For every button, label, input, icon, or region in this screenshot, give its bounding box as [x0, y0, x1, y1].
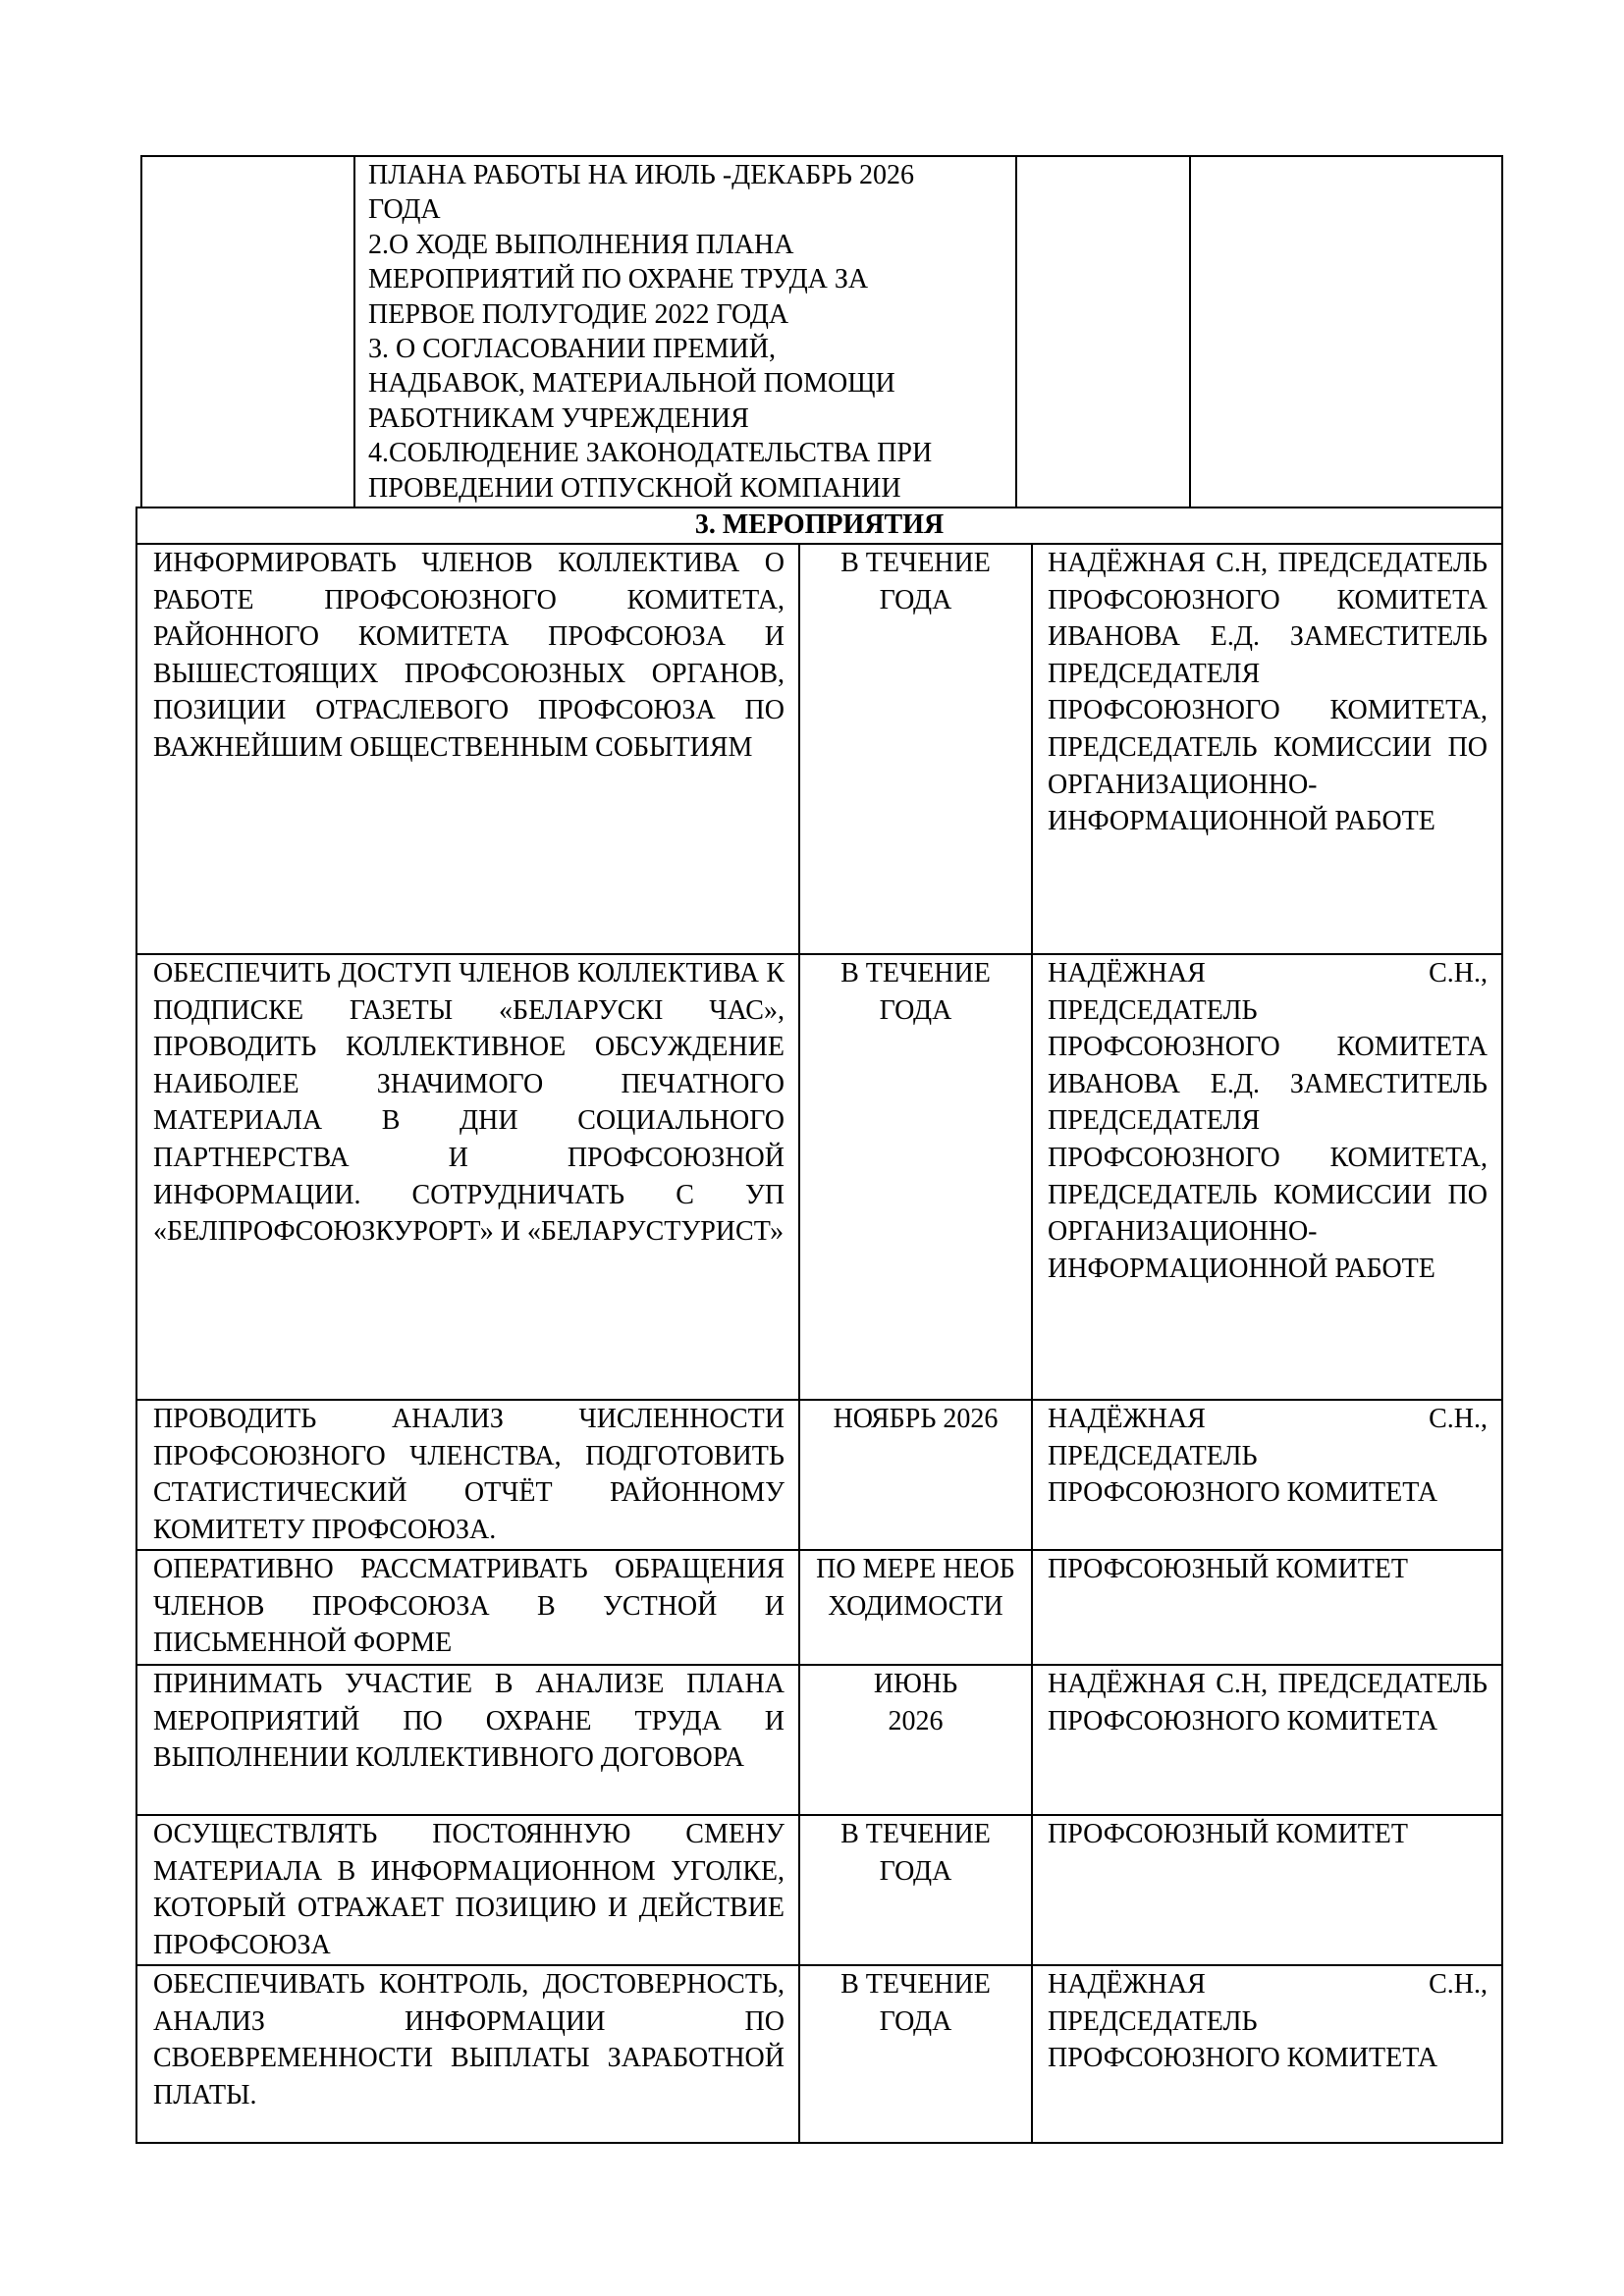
agenda-continuation-table — [140, 155, 1503, 508]
agenda-line: ПЕРВОЕ ПОЛУГОДИЕ 2022 ГОДА — [368, 298, 789, 330]
agenda-line: ПРОВЕДЕНИИ ОТПУСКНОЙ КОМПАНИИ — [368, 472, 901, 504]
agenda-cell — [354, 156, 1016, 507]
activity-cell: ИНФОРМИРОВАТЬ ЧЛЕНОВ КОЛЛЕКТИВА О РАБОТЕ ПРОФСОЮЗНОГО КОМИТЕТА, РАЙОННОГО КОМИТЕТА ПРОФСОЮЗА И ВЫШЕСТОЯЩИХ ПРОФСОЮЗНЫХ ОРГАНОВ, ПОЗИЦИИ ОТРАСЛЕВОГО ПРОФСОЮЗА ПО ВАЖНЕЙШИМ ОБЩЕСТВЕННЫМ СОБЫТИЯМ — [136, 544, 799, 954]
agenda-empty-cell-left — [141, 156, 354, 507]
responsible-cell: НАДЁЖНАЯ С.Н, ПРЕДСЕДАТЕЛЬ ПРОФСОЮЗНОГО КОМИТЕТА ИВАНОВА Е.Д. ЗАМЕСТИТЕЛЬ ПРЕДСЕДАТЕЛЯ ПРОФСОЮЗНОГО КОМИТЕТА, ПРЕДСЕДАТЕЛЬ КОМИССИИ ПО ОРГАНИЗАЦИОННО-ИНФОРМАЦИОННОЙ РАБОТЕ — [1032, 544, 1502, 954]
activity-cell: ОПЕРАТИВНО РАССМАТРИВАТЬ ОБРАЩЕНИЯ ЧЛЕНОВ ПРОФСОЮЗА В УСТНОЙ И ПИСЬМЕННОЙ ФОРМЕ — [136, 1550, 799, 1665]
events-table — [135, 507, 1503, 2144]
section-title: 3. МЕРОПРИЯТИЯ — [136, 507, 1502, 544]
term-cell: В ТЕЧЕНИЕ ГОДА — [799, 954, 1032, 1400]
responsible-cell: ПРОФСОЮЗНЫЙ КОМИТЕТ — [1032, 1550, 1502, 1665]
agenda-line: 3. О СОГЛАСОВАНИИ ПРЕМИЙ, — [368, 334, 776, 365]
responsible-cell: НАДЁЖНАЯ С.Н., ПРЕДСЕДАТЕЛЬ ПРОФСОЮЗНОГО КОМИТЕТА — [1032, 1965, 1502, 2143]
agenda-line: РАБОТНИКАМ УЧРЕЖДЕНИЯ — [368, 402, 749, 434]
table-row — [136, 1400, 1502, 1550]
table-row — [136, 1815, 1502, 1965]
term-cell: В ТЕЧЕНИЕ ГОДА — [799, 1965, 1032, 2143]
section-header-row — [136, 507, 1502, 544]
table-row — [136, 1665, 1502, 1815]
table-row — [136, 954, 1502, 1400]
agenda-line: НАДБАВОК, МАТЕРИАЛЬНОЙ ПОМОЩИ — [368, 368, 895, 400]
term-cell: В ТЕЧЕНИЕ ГОДА — [799, 544, 1032, 954]
agenda-line: ПЛАНА РАБОТЫ НА ИЮЛЬ -ДЕКАБРЬ 2026 — [368, 160, 914, 190]
table-row — [136, 1965, 1502, 2143]
responsible-cell: НАДЁЖНАЯ С.Н., ПРЕДСЕДАТЕЛЬ ПРОФСОЮЗНОГО КОМИТЕТА ИВАНОВА Е.Д. ЗАМЕСТИТЕЛЬ ПРЕДСЕДАТЕЛЯ ПРОФСОЮЗНОГО КОМИТЕТА, ПРЕДСЕДАТЕЛЬ КОМИССИИ ПО ОРГАНИЗАЦИОННО-ИНФОРМАЦИОННОЙ РАБОТЕ — [1032, 954, 1502, 1400]
activity-cell: ОБЕСПЕЧИВАТЬ КОНТРОЛЬ, ДОСТОВЕРНОСТЬ, АНАЛИЗ ИНФОРМАЦИИ ПО СВОЕВРЕМЕННОСТИ ВЫПЛАТЫ ЗАРАБОТНОЙ ПЛАТЫ. — [136, 1965, 799, 2143]
activity-cell: ПРОВОДИТЬ АНАЛИЗ ЧИСЛЕННОСТИ ПРОФСОЮЗНОГО ЧЛЕНСТВА, ПОДГОТОВИТЬ СТАТИСТИЧЕСКИЙ ОТЧЁТ РАЙОННОМУ КОМИТЕТУ ПРОФСОЮЗА. — [136, 1400, 799, 1550]
agenda-line: 4.СОБЛЮДЕНИЕ ЗАКОНОДАТЕЛЬСТВА ПРИ — [368, 438, 933, 469]
activity-cell: ПРИНИМАТЬ УЧАСТИЕ В АНАЛИЗЕ ПЛАНА МЕРОПРИЯТИЙ ПО ОХРАНЕ ТРУДА И ВЫПОЛНЕНИИ КОЛЛЕКТИВНОГО ДОГОВОРА — [136, 1665, 799, 1815]
agenda-empty-cell-term — [1016, 156, 1190, 507]
table-row — [136, 544, 1502, 954]
term-cell: ПО МЕРЕ НЕОБХОДИМОСТИ — [799, 1550, 1032, 1665]
activity-cell: ОСУЩЕСТВЛЯТЬ ПОСТОЯННУЮ СМЕНУ МАТЕРИАЛА В ИНФОРМАЦИОННОМ УГОЛКЕ, КОТОРЫЙ ОТРАЖАЕТ ПОЗИЦИЮ И ДЕЙСТВИЕ ПРОФСОЮЗА — [136, 1815, 799, 1965]
term-cell: НОЯБРЬ 2026 — [799, 1400, 1032, 1550]
agenda-line: ГОДА — [368, 194, 441, 226]
activity-cell: ОБЕСПЕЧИТЬ ДОСТУП ЧЛЕНОВ КОЛЛЕКТИВА К ПОДПИСКЕ ГАЗЕТЫ «БЕЛАРУСКІ ЧАС», ПРОВОДИТЬ КОЛЛЕКТИВНОЕ ОБСУЖДЕНИЕ НАИБОЛЕЕ ЗНАЧИМОГО ПЕЧАТНОГО МАТЕРИАЛА В ДНИ СОЦИАЛЬНОГО ПАРТНЕРСТВА И ПРОФСОЮЗНОЙ ИНФОРМАЦИИ. СОТРУДНИЧАТЬ С УП «БЕЛПРОФСОЮЗКУРОРТ» И «БЕЛАРУСТУРИСТ» — [136, 954, 799, 1400]
agenda-line: 2.О ХОДЕ ВЫПОЛНЕНИЯ ПЛАНА — [368, 229, 794, 260]
agenda-line: МЕРОПРИЯТИЙ ПО ОХРАНЕ ТРУДА ЗА — [368, 264, 869, 295]
responsible-cell: НАДЁЖНАЯ С.Н, ПРЕДСЕДАТЕЛЬ ПРОФСОЮЗНОГО КОМИТЕТА — [1032, 1665, 1502, 1815]
table-row — [136, 1550, 1502, 1665]
term-cell: ИЮНЬ 2026 — [799, 1665, 1032, 1815]
term-cell: В ТЕЧЕНИЕ ГОДА — [799, 1815, 1032, 1965]
responsible-cell: ПРОФСОЮЗНЫЙ КОМИТЕТ — [1032, 1815, 1502, 1965]
agenda-empty-cell-responsible — [1190, 156, 1502, 507]
responsible-cell: НАДЁЖНАЯ С.Н., ПРЕДСЕДАТЕЛЬ ПРОФСОЮЗНОГО КОМИТЕТА — [1032, 1400, 1502, 1550]
